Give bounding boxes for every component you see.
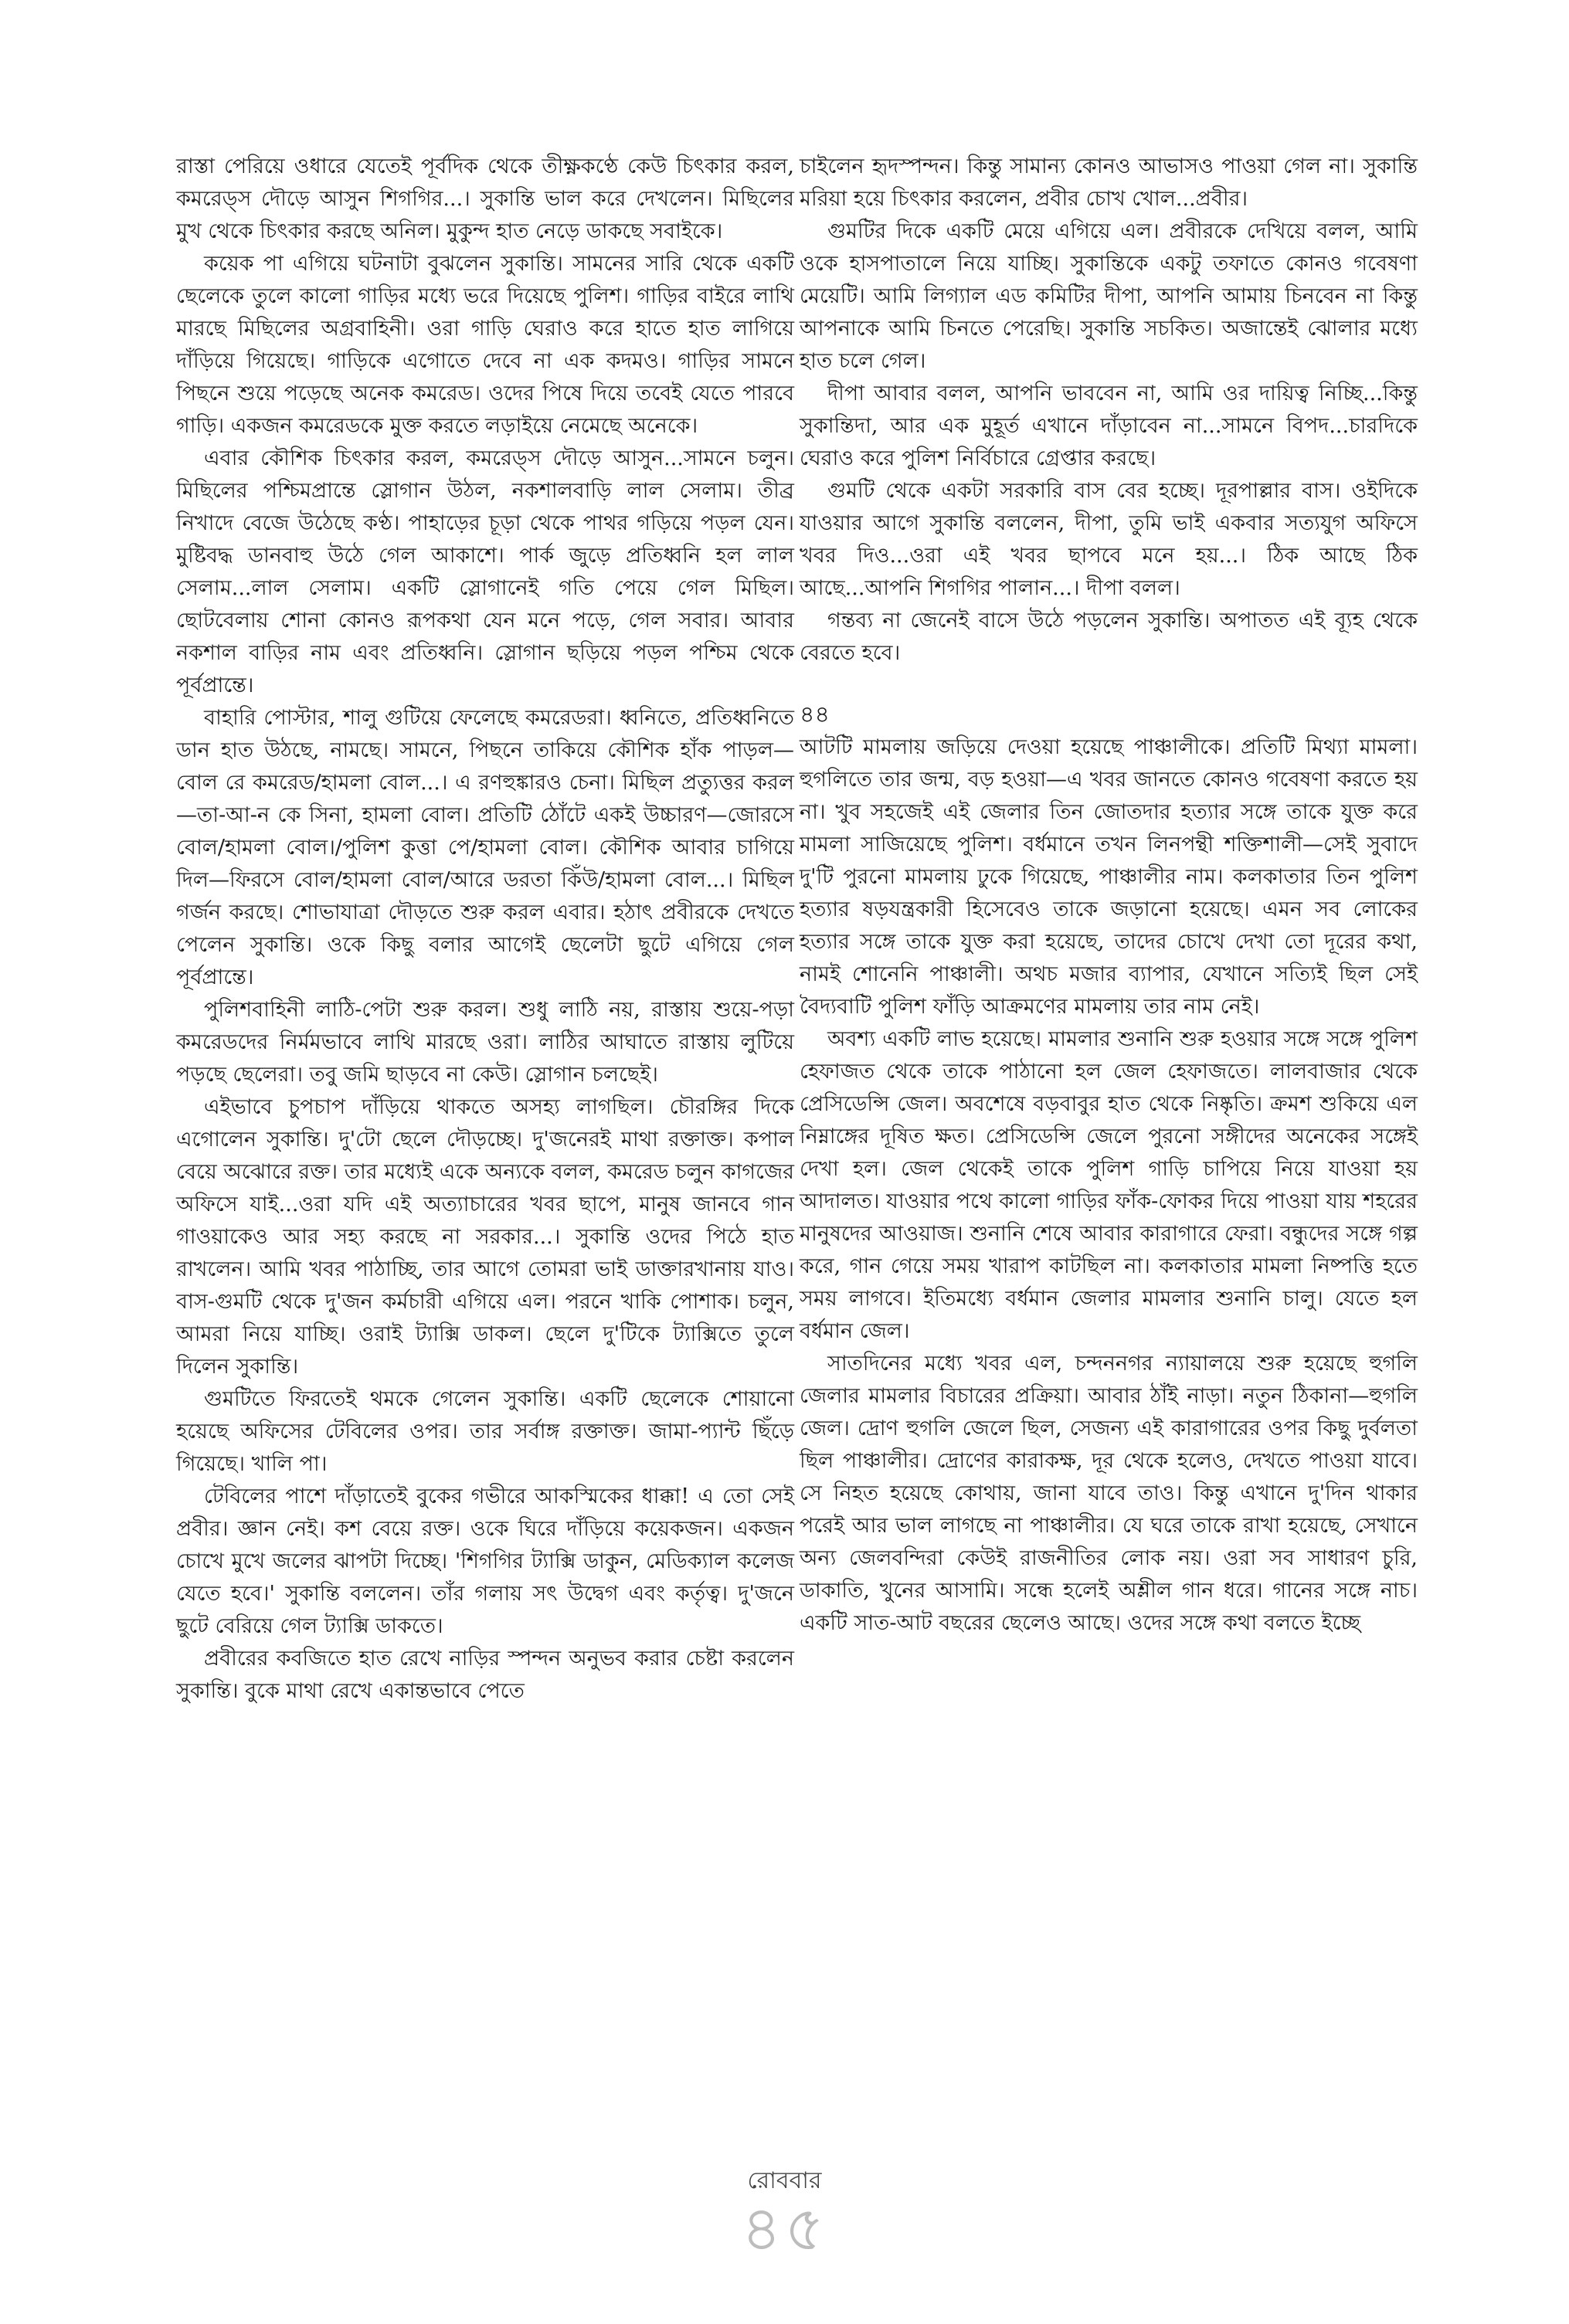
paragraph: কয়েক পা এগিয়ে ঘটনাটা বুঝলেন সুকান্তি। সামনের সারি থেকে একটি ছেলেকে তুলে কালো গাড়ির মধ্যে ভরে দিয়েছে পুলিশ। গাড়ির বাইরে লাথি মারছে মিছিলের অগ্রবাহিনী। ওরা গাড়ি ঘেরাও করে হাতে হাত লাগিয়ে দাঁড়িয়ে গিয়েছে। গাড়িকে এগোতে দেবে না এক কদমও। গাড়ির সামনে পিছনে শুয়ে পড়েছে অনেক কমরেড। ওদের পিষে দিয়ে তবেই যেতে পারবে গাড়ি। একজন কমরেডকে মুক্ত করতে লড়াইয়ে নেমেছে অনেকে।	[176, 252, 794, 438]
paragraph: এবার কৌশিক চিৎকার করল, কমরেড্‌স দৌড়ে আসুন...সামনে চলুন। মিছিলের পশ্চিমপ্রান্তে স্লোগান উঠল, নকশালবাড়ি লাল সেলাম। তীব্র নিখাদে বেজে উঠেছে কণ্ঠ। পাহাড়ের চূড়া থেকে পাথর গড়িয়ে পড়ল যেন। মুষ্টিবদ্ধ ডানবাহু উঠে গেল আকাশে। পার্ক জুড়ে প্রতিধ্বনি হল লাল সেলাম...লাল সেলাম। একটি স্লোগানেই গতি পেয়ে গেল মিছিল। ছোটবেলায় শোনা কোনও রূপকথা যেন মনে পড়ে, গেল সবার। আবার নকশাল বাড়ির নাম এবং প্রতিধ্বনি। স্লোগান ছড়িয়ে পড়ল পশ্চিম থেকে পূর্বপ্রান্তে।	[176, 446, 794, 697]
paragraph: চাইলেন হৃদস্পন্দন। কিন্তু সামান্য কোনও আভাসও পাওয়া গেল না। সুকান্তি মরিয়া হয়ে চিৎকার করলেন, প্রবীর চোখ খোল...প্রবীর।	[800, 154, 1418, 211]
paragraph: গুমটির দিকে একটি মেয়ে এগিয়ে এল। প্রবীরকে দেখিয়ে বলল, আমি ওকে হাসপাতালে নিয়ে যাচ্ছি। সুকান্তিকে একটু তফাতে কোনও গবেষণা মেয়েটি। আমি লিগ্যাল এড কমিটির দীপা, আপনি আমায় চিনবেন না কিন্তু আপনাকে আমি চিনতে পেরেছি। সুকান্তি সচকিত। অজান্তেই ঝোলার মধ্যে হাত চলে গেল।	[800, 219, 1418, 373]
right-text-column	[800, 151, 1418, 1640]
paragraph: প্রবীরের কবজিতে হাত রেখে নাড়ির স্পন্দন অনুভব করার চেষ্টা করলেন সুকান্তি। বুকে মাথা রেখে একান্তভাবে পেতে	[176, 1647, 794, 1703]
paragraph: পুলিশবাহিনী লাঠি-পেটা শুরু করল। শুধু লাঠি নয়, রাস্তায় শুয়ে-পড়া কমরেডদের নির্মমভাবে লাথি মারছে ওরা। লাঠির আঘাতে রাস্তায় লুটিয়ে পড়ছে ছেলেরা। তবু জমি ছাড়বে না কেউ। স্লোগান চলছেই।	[176, 998, 794, 1087]
section-number: ৪৪	[800, 701, 830, 728]
paragraph: বাহারি পোস্টার, শালু গুটিয়ে ফেলেছে কমরেডরা। ধ্বনিতে, প্রতিধ্বনিতে ডান হাত উঠছে, নামছে। সামনে, পিছনে তাকিয়ে কৌশিক হাঁক পাড়ল—বোল রে কমরেড/হামলা বোল...। এ রণহুঙ্কারও চেনা। মিছিল প্রত্যুত্তর করল—তা-আ-ন কে সিনা, হামলা বোল। প্রতিটি ঠোঁটে একই উচ্চারণ—জোরসে বোল/হামলা বোল।/পুলিশ কুত্তা পে/হামলা বোল। কৌশিক আবার চাগিয়ে দিল—ফিরসে বোল/হামলা বোল/আরে ডরতা কিঁউ/হামলা বোল...। মিছিল গর্জন করছে। শোভাযাত্রা দৌড়তে শুরু করল এবার। হঠাৎ প্রবীরকে দেখতে পেলেন সুকান্তি। ওকে কিছু বলার আগেই ছেলেটা ছুটে এগিয়ে গেল পূর্বপ্রান্তে।	[176, 706, 794, 989]
paragraph: সাতদিনের মধ্যে খবর এল, চন্দননগর ন্যায়ালয়ে শুরু হয়েছে হুগলি জেলার মামলার বিচারের প্রক্রিয়া। আবার ঠাঁই নাড়া। নতুন ঠিকানা—হুগলি জেল। দ্রোণ হুগলি জেলে ছিল, সেজন্য এই কারাগারের ওপর কিছু দুর্বলতা ছিল পাঞ্চালীর। দ্রোণের কারাকক্ষ, দূর থেকে হলেও, দেখতে পাওয়া যাবে। সে নিহত হয়েছে কোথায়, জানা যাবে তাও। কিন্তু এখানে দু'দিন থাকার পরেই আর ভাল লাগছে না পাঞ্চালীর। যে ঘরে তাকে রাখা হয়েছে, সেখানে অন্য জেলবন্দিরা কেউই রাজনীতির লোক নয়। ওরা সব সাধারণ চুরি, ডাকাতি, খুনের আসামি। সন্ধে হলেই অশ্লীল গান ধরে। গানের সঙ্গে নাচ। একটি সাত-আট বছরের ছেলেও আছে। ওদের সঙ্গে কথা বলতে ইচ্ছে	[800, 1352, 1418, 1635]
paragraph: রাস্তা পেরিয়ে ওধারে যেতেই পূর্বদিক থেকে তীক্ষ্ণকণ্ঠে কেউ চিৎকার করল, কমরেড্‌স দৌড়ে আসুন শিগগির...। সুকান্তি ভাল করে দেখলেন। মিছিলের মুখ থেকে চিৎকার করছে অনিল। মুকুন্দ হাত নেড়ে ডাকছে সবাইকে।	[176, 154, 794, 243]
paragraph: গন্তব্য না জেনেই বাসে উঠে পড়লেন সুকান্তি। অপাতত এই ব্যূহ থেকে বেরতে হবে।	[800, 609, 1418, 665]
paragraph: আটটি মামলায় জড়িয়ে দেওয়া হয়েছে পাঞ্চালীকে। প্রতিটি মিথ্যা মামলা। হুগলিতে তার জন্ম, বড় হওয়া—এ খবর জানতে কোনও গবেষণা করতে হয় না। খুব সহজেই এই জেলার তিন জোতদার হত্যার সঙ্গে তাকে যুক্ত করে মামলা সাজিয়েছে পুলিশ। বর্ধমানে তখন লিনপন্থী শক্তিশালী—সেই সুবাদে দু'টি পুরনো মামলায় ঢুকে গিয়েছে, পাঞ্চালীর নাম। কলকাতার তিন পুলিশ হত্যার ষড়যন্ত্রকারী হিসেবেও তাকে জড়ানো হয়েছে। এমন সব লোকের হত্যার সঙ্গে তাকে যুক্ত করা হয়েছে, তাদের চোখে দেখা তো দূরের কথা, নামই শোনেনি পাঞ্চালী। অথচ মজার ব্যাপার, যেখানে সত্যিই ছিল সেই বৈদ্যবাটি পুলিশ ফাঁড়ি আক্রমণের মামলায় তার নাম নেই।	[800, 735, 1418, 1019]
left-text-column	[176, 151, 794, 1708]
paragraph: গুমটি থেকে একটা সরকারি বাস বের হচ্ছে। দূরপাল্লার বাস। ওইদিকে যাওয়ার আগে সুকান্তি বললেন, দীপা, তুমি ভাই একবার সত্যযুগ অফিসে খবর দিও...ওরা এই খবর ছাপবে মনে হয়...। ঠিক আছে ঠিক আছে...আপনি শিগগির পালান...। দীপা বলল।	[800, 479, 1418, 600]
paragraph: এইভাবে চুপচাপ দাঁড়িয়ে থাকতে অসহ্য লাগছিল। চৌরঙ্গির দিকে এগোলেন সুকান্তি। দু'টো ছেলে দৌড়চ্ছে। দু'জনেরই মাথা রক্তাক্ত। কপাল বেয়ে অঝোরে রক্ত। তার মধ্যেই একে অন্যকে বলল, কমরেড চলুন কাগজের অফিসে যাই...ওরা যদি এই অত্যাচারের খবর ছাপে, মানুষ জানবে গান গাওয়াকেও আর সহ্য করছে না সরকার...। সুকান্তি ওদের পিঠে হাত রাখলেন। আমি খবর পাঠাচ্ছি, তার আগে তোমরা ভাই ডাক্তারখানায় যাও। বাস-গুমটি থেকে দু'জন কর্মচারী এগিয়ে এল। পরনে খাকি পোশাক। চলুন, আমরা নিয়ে যাচ্ছি। ওরাই ট্যাক্সি ডাকল। ছেলে দু'টিকে ট্যাক্সিতে তুলে দিলেন সুকান্তি।	[176, 1095, 794, 1379]
paragraph: গুমটিতে ফিরতেই থমকে গেলেন সুকান্তি। একটি ছেলেকে শোয়ানো হয়েছে অফিসের টেবিলের ওপর। তার সর্বাঙ্গ রক্তাক্ত। জামা-প্যান্ট ছিঁড়ে গিয়েছে। খালি পা।	[176, 1387, 794, 1476]
paragraph: অবশ্য একটি লাভ হয়েছে। মামলার শুনানি শুরু হওয়ার সঙ্গে সঙ্গে পুলিশ হেফাজত থেকে তাকে পাঠানো হল জেল হেফাজতে। লালবাজার থেকে প্রেসিডেন্সি জেল। অবশেষে বড়বাবুর হাত থেকে নিষ্কৃতি। ক্রমশ শুকিয়ে এল নিম্নাঙ্গের দূষিত ক্ষত। প্রেসিডেন্সি জেলে পুরনো সঙ্গীদের অনেকের সঙ্গেই দেখা হল। জেল থেকেই তাকে পুলিশ গাড়ি চাপিয়ে নিয়ে যাওয়া হয় আদালত। যাওয়ার পথে কালো গাড়ির ফাঁক-ফোকর দিয়ে পাওয়া যায় শহরের মানুষদের আওয়াজ। শুনানি শেষে আবার কারাগারে ফেরা। বন্ধুদের সঙ্গে গল্প করে, গান গেয়ে সময় খারাপ কাটছিল না। কলকাতার মামলা নিষ্পত্তি হতে সময় লাগবে। ইতিমধ্যে বর্ধমান জেলার মামলার শুনানি চালু। যেতে হল বর্ধমান জেল।	[800, 1027, 1418, 1343]
page-footer	[0, 2166, 1569, 2265]
paragraph: দীপা আবার বলল, আপনি ভাববেন না, আমি ওর দায়িত্ব নিচ্ছি...কিন্তু সুকান্তিদা, আর এক মুহূর্ত এখানে দাঁড়াবেন না...সামনে বিপদ...চারদিকে ঘেরাও করে পুলিশ নির্বিচারে গ্রেপ্তার করছে।	[800, 382, 1418, 470]
paragraph: টেবিলের পাশে দাঁড়াতেই বুকের গভীরে আকস্মিকের ধাক্কা! এ তো সেই প্রবীর। জ্ঞান নেই। কশ বেয়ে রক্ত। ওকে ঘিরে দাঁড়িয়ে কয়েকজন। একজন চোখে মুখে জলের ঝাপটা দিচ্ছে। 'শিগগির ট্যাক্সি ডাকুন, মেডিক্যাল কলেজ যেতে হবে।' সুকান্তি বললেন। তাঁর গলায় সৎ উদ্বেগ এবং কর্তৃত্ব। দু'জনে ছুটে বেরিয়ে গেল ট্যাক্সি ডাকতে।	[176, 1484, 794, 1638]
page-number: ৪৫	[741, 2193, 828, 2265]
magazine-name: রোববার	[747, 2167, 822, 2194]
